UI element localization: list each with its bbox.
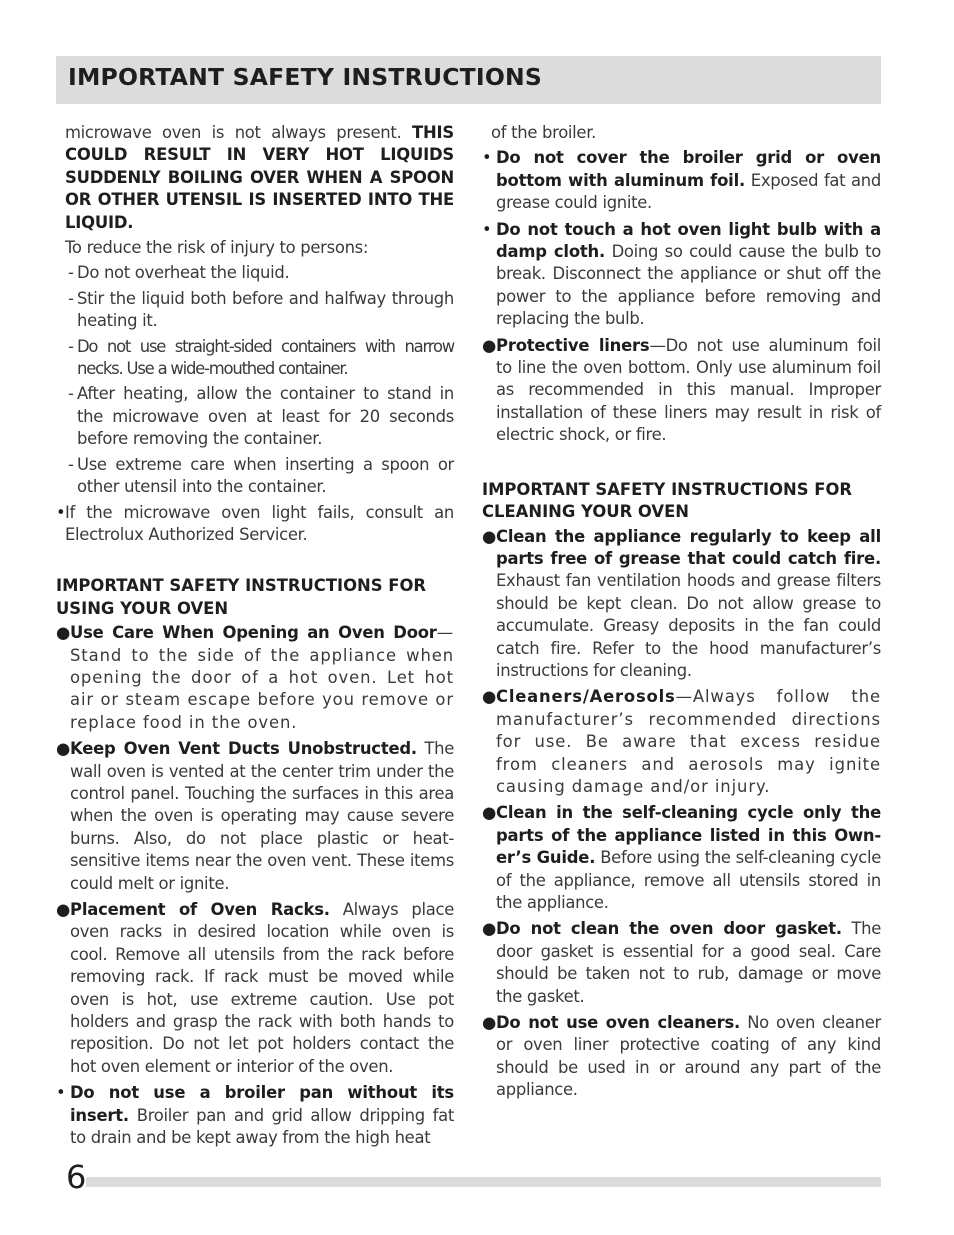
dash-item: [56, 288, 454, 333]
bullet-item-bold: Do not touch a hot oven light bulb with a damp cloth.: [496, 219, 881, 262]
dash-item: [56, 262, 454, 284]
bullet-item-text: Always place oven racks in desired location while oven is cool. Remove all utensils from the rack before removing rack. If rack must be moved while oven is hot, use extreme caution. Use pot holders and grasp the rack with both hands to reposition. Do not let pot holders contact the hot oven element or interior of the oven.: [70, 900, 454, 1076]
bullet-item-text: —Always follow the manufacturer’s recommended directions for use. Be aware that excess residue from cleaners and aerosols may ignite causing damage and/or injury.: [496, 687, 881, 796]
bullet-item: [482, 802, 881, 914]
bullet-item-bold: Cleaners/Aerosols: [496, 687, 676, 707]
bullet-item-bold: Do not use oven cleaners.: [496, 1013, 741, 1033]
dash-marker: -: [68, 454, 74, 474]
left-column: [56, 122, 454, 1153]
bullet-item-bold: Do not clean the oven door gasket.: [496, 919, 842, 939]
bullet-marker: •: [482, 148, 492, 168]
bullet-item-bold: Clean in the self-cleaning cycle only the parts of the appliance listed in this Own-er’s Guide.: [496, 803, 881, 868]
bullet-marker: ●: [482, 803, 497, 823]
bullet-item: [56, 1082, 454, 1149]
bullet-item: [56, 899, 454, 1078]
bullet-item: [56, 738, 454, 895]
bullet-marker: •: [56, 1083, 66, 1103]
dash-marker: -: [68, 336, 73, 356]
bullet-item-text: Broiler pan and grid allow dripping fat to drain and be kept away from the high heat: [70, 1105, 454, 1148]
bullet-item-text: —Stand to the side of the appliance when opening the door of a hot oven. Let hot air or steam escape before you remove or replace food in the oven.: [70, 623, 454, 732]
bullet-item: [482, 686, 881, 798]
dash-item-text: Use extreme care when inserting a spoon or other utensil into the container.: [77, 454, 454, 497]
bullet-item-bold: Protective liners: [496, 335, 650, 355]
bullet-item-bold: Use Care When Opening an Oven Door: [70, 623, 437, 643]
section-header-bar: [56, 56, 881, 104]
dash-item-text: After heating, allow the container to stand in the microwave oven at least for 20 seconds before removing the container.: [77, 384, 454, 449]
bullet-item-text: The wall oven is vented at the center trim under the control panel. Touching the surfaces in this area when the oven is operating may cause severe burns. Also, do not place plastic or heat-sensitive items near the oven vent. These items could melt or ignite.: [70, 739, 454, 893]
bullet-item: [482, 1012, 881, 1102]
dash-item: [56, 383, 454, 450]
bullet-item: [482, 918, 881, 1008]
bullet-item-bold: Placement of Oven Racks.: [70, 900, 330, 919]
light-fails-item: [56, 502, 454, 547]
right-column: [482, 122, 881, 1106]
dash-item-text: Stir the liquid both before and halfway through heating it.: [77, 288, 454, 331]
footer-bar: [86, 1177, 881, 1187]
bullet-marker: ●: [482, 526, 497, 546]
dash-item-text: Do not overheat the liquid.: [77, 263, 290, 283]
bullet-item: [482, 219, 881, 331]
bullet-marker: ●: [482, 687, 497, 707]
bullet-item-bold: Clean the appliance regularly to keep all parts free of grease that could catch fire.: [496, 526, 881, 568]
bullet-item-bold: Do not use a broiler pan without its insert.: [70, 1083, 454, 1125]
bullet-marker: ●: [56, 739, 71, 759]
bullet-marker: •: [56, 502, 66, 522]
bullet-item: [56, 622, 454, 734]
bullet-item-bold: Keep Oven Vent Ducts Unobstructed.: [70, 739, 417, 759]
section-heading-using-oven: IMPORTANT SAFETY INSTRUCTIONS FOR USING YOUR OVEN: [56, 576, 427, 618]
bullet-marker: ●: [482, 1013, 497, 1033]
bullet-item-text: Exposed fat and grease could ignite.: [496, 170, 881, 213]
bullet-item: [482, 526, 881, 683]
bullet-marker: ●: [56, 900, 71, 919]
dash-marker: -: [68, 384, 74, 404]
bullet-item-text: Doing so could cause the bulb to break. Disconnect the appliance or shut off the power to the appliance before removing and replacing the bulb.: [496, 242, 881, 329]
bullet-item: [482, 335, 881, 447]
continued-text: of the broiler.: [491, 123, 597, 142]
dash-item: [56, 454, 454, 499]
dash-marker: -: [68, 263, 74, 283]
page-number: 6: [66, 1158, 87, 1196]
dash-marker: -: [68, 288, 74, 308]
dash-item: [56, 336, 454, 381]
microwave-warning-paragraph: [56, 122, 454, 234]
microwave-warning-bold: THIS COULD RESULT IN VERY HOT LIQUIDS SUDDENLY BOILING OVER WHEN A SPOON OR OTHER UTENSIL IS INSERTED INTO THE LIQUID.: [65, 123, 454, 232]
bullet-item: [482, 147, 881, 214]
bullet-item-text: —Do not use aluminum foil to line the oven bottom. Only use aluminum foil as recommended in this manual. Improper installation of these liners may result in risk of electric shock, or fire.: [496, 335, 881, 445]
bullet-item-bold: Do not cover the broiler grid or oven bottom with aluminum foil.: [496, 148, 881, 190]
bullet-item-text: Exhaust fan ventilation hoods and grease filters should be kept clean. Do not allow grease to accumulate. Greasy deposits in the fan could catch fire. Refer to the hood manufacturer’s instructions for cleaning.: [496, 571, 881, 680]
microwave-warning-text: microwave oven is not always present.: [65, 123, 412, 142]
bullet-item-text: The door gasket is essential for a good seal. Care should be taken not to rub, damage or move the gasket.: [496, 919, 881, 1006]
bullet-item-text: Before using the self-cleaning cycle of the appliance, remove all utensils stored in the appliance.: [496, 848, 881, 912]
dash-item-text: Do not use straight-sided containers with narrow necks. Use a wide-mouthed container.: [77, 336, 454, 379]
light-fails-text: If the microwave oven light fails, consult an Electrolux Authorized Servicer.: [65, 502, 454, 544]
reduce-risk-intro: To reduce the risk of injury to persons:: [65, 238, 369, 258]
section-heading-cleaning-oven: IMPORTANT SAFETY INSTRUCTIONS FOR CLEANING YOUR OVEN: [482, 479, 853, 522]
bullet-marker: ●: [56, 623, 71, 643]
bullet-marker: ●: [482, 919, 497, 939]
page-title: IMPORTANT SAFETY INSTRUCTIONS: [68, 63, 543, 91]
bullet-marker: ●: [482, 335, 497, 355]
bullet-marker: •: [482, 219, 492, 239]
bullet-item-text: No oven cleaner or oven liner protective coating of any kind should be used in or around any part of the appliance.: [496, 1013, 881, 1100]
